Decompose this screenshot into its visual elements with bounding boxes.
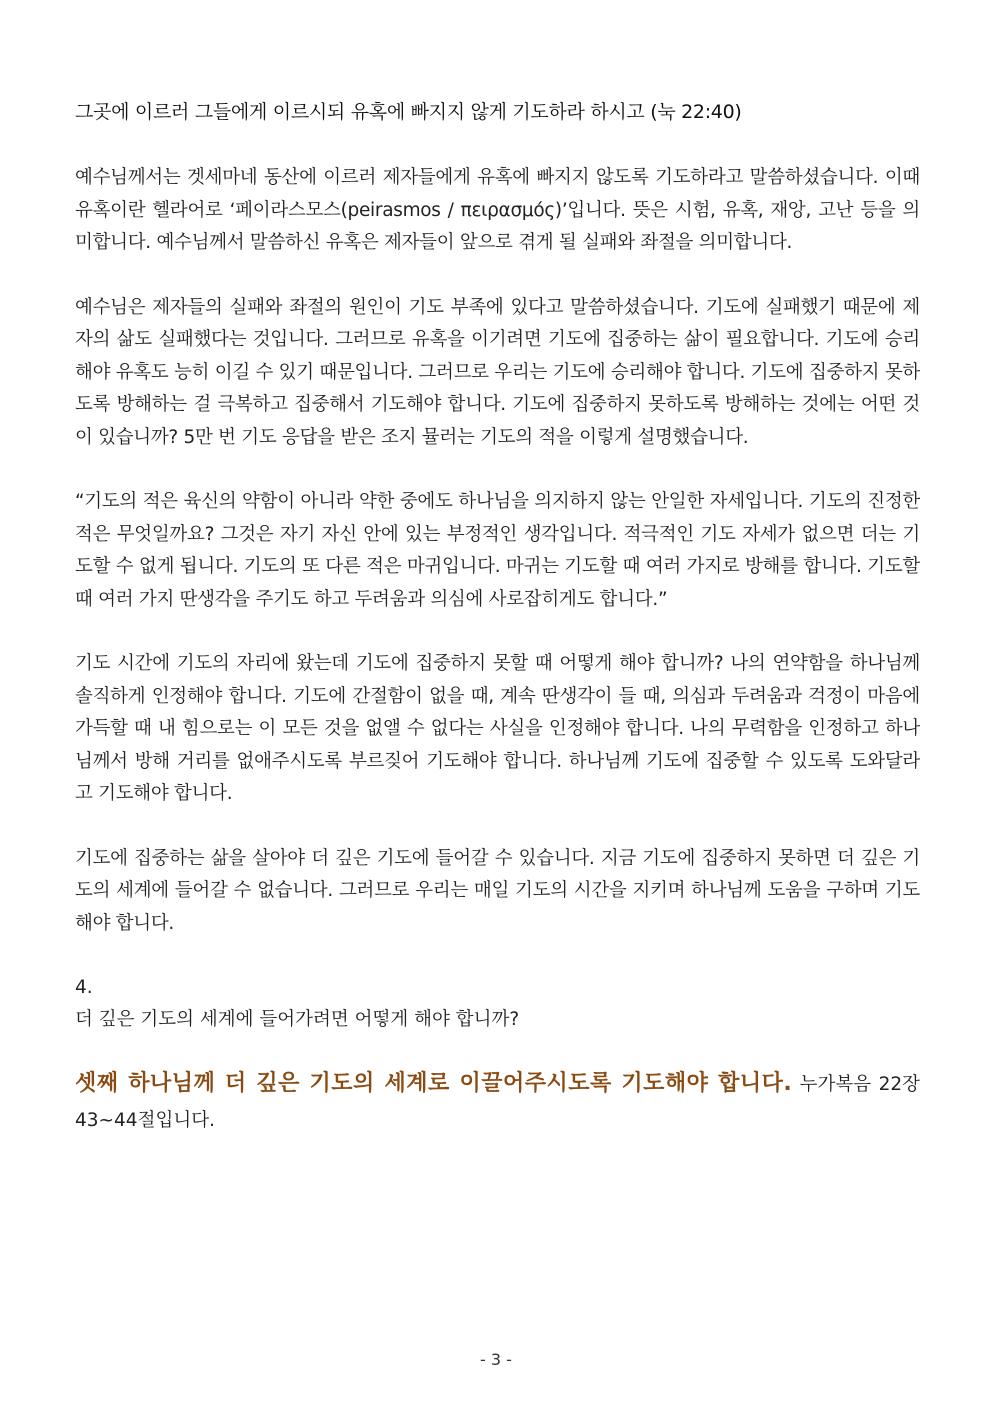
page-number: - 3 - bbox=[480, 1350, 512, 1369]
paragraph-3-quote: “기도의 적은 육신의 약함이 아니라 약한 중에도 하나님을 의지하지 않는 안일한 자세입니다. 기도의 진정한 적은 무엇일까요? 그것은 자기 자신 안에 있는 부정적인 생각입니다. 적극적인 기도 자세가 없으면 더는 기도할 수 없게 됩니다. 기도의 또 다른 적은 마귀입니다. 마귀는 기도할 때 여러 가지로 방해를 합니다. 기도할 때 여러 가지 딴생각을 주기도 하고 두려움과 의심에 사로잡히게도 합니다.” bbox=[75, 491, 920, 610]
scripture-heading: 그곳에 이르러 그들에게 이르시되 유혹에 빠지지 않게 기도하라 하시고 (눅 22:40) bbox=[75, 101, 742, 123]
emphasis-paragraph bbox=[75, 1066, 920, 1139]
paragraph-1: 예수님께서는 겟세마네 동산에 이르러 제자들에게 유혹에 빠지지 않도록 기도하라고 말씀하셨습니다. 이때 유혹이란 헬라어로 ‘페이라스모스(peirasmos / πειρασμός)’입니다. 뜻은 시험, 유혹, 재앙, 고난 등을 의미합니다. 예수님께서 말씀하신 유혹은 제자들이 앞으로 겪게 될 실패와 좌절을 의미합니다. bbox=[75, 167, 920, 253]
paragraph-4: 기도 시간에 기도의 자리에 왔는데 기도에 집중하지 못할 때 어떻게 해야 합니까? 나의 연약함을 하나님께 솔직하게 인정해야 합니다. 기도에 간절함이 없을 때, 계속 딴생각이 들 때, 의심과 두려움과 걱정이 마음에 가득할 때 내 힘으로는 이 모든 것을 없앨 수 없다는 사실을 인정해야 합니다. 나의 무력함을 인정하고 하나님께서 방해 거리를 없애주시도록 부르짖어 기도해야 합니다. 하나님께 기도에 집중할 수 있도록 도와달라고 기도해야 합니다. bbox=[75, 653, 920, 804]
emphasis-heading: 셋째 하나님께 더 깊은 기도의 세계로 이끌어주시도록 기도해야 합니다. bbox=[75, 1071, 793, 1096]
document-page bbox=[75, 96, 920, 1139]
section-question: 더 깊은 기도의 세계에 들어가려면 어떻게 해야 합니까? bbox=[75, 1009, 520, 1030]
emphasis-tail: 누가복음 22장 43~44절입니다. bbox=[75, 1074, 920, 1131]
paragraph-2: 예수님은 제자들의 실패와 좌절의 원인이 기도 부족에 있다고 말씀하셨습니다. 기도에 실패했기 때문에 제자의 삶도 실패했다는 것입니다. 그러므로 유혹을 이기려면 기도에 집중하는 삶이 필요합니다. 기도에 승리해야 유혹도 능히 이길 수 있기 때문입니다. 그러므로 우리는 기도에 승리해야 합니다. 기도에 집중하지 못하도록 방해하는 걸 극복하고 집중해서 기도해야 합니다. 기도에 집중하지 못하도록 방해하는 것에는 어떤 것이 있습니까? 5만 번 기도 응답을 받은 조지 뮬러는 기도의 적을 이렇게 설명했습니다. bbox=[75, 296, 920, 448]
section-number: 4. bbox=[75, 977, 93, 998]
paragraph-5: 기도에 집중하는 삶을 살아야 더 깊은 기도에 들어갈 수 있습니다. 지금 기도에 집중하지 못하면 더 깊은 기도의 세계에 들어갈 수 없습니다. 그러므로 우리는 매일 기도의 시간을 지키며 하나님께 도움을 구하며 기도해야 합니다. bbox=[75, 847, 920, 934]
